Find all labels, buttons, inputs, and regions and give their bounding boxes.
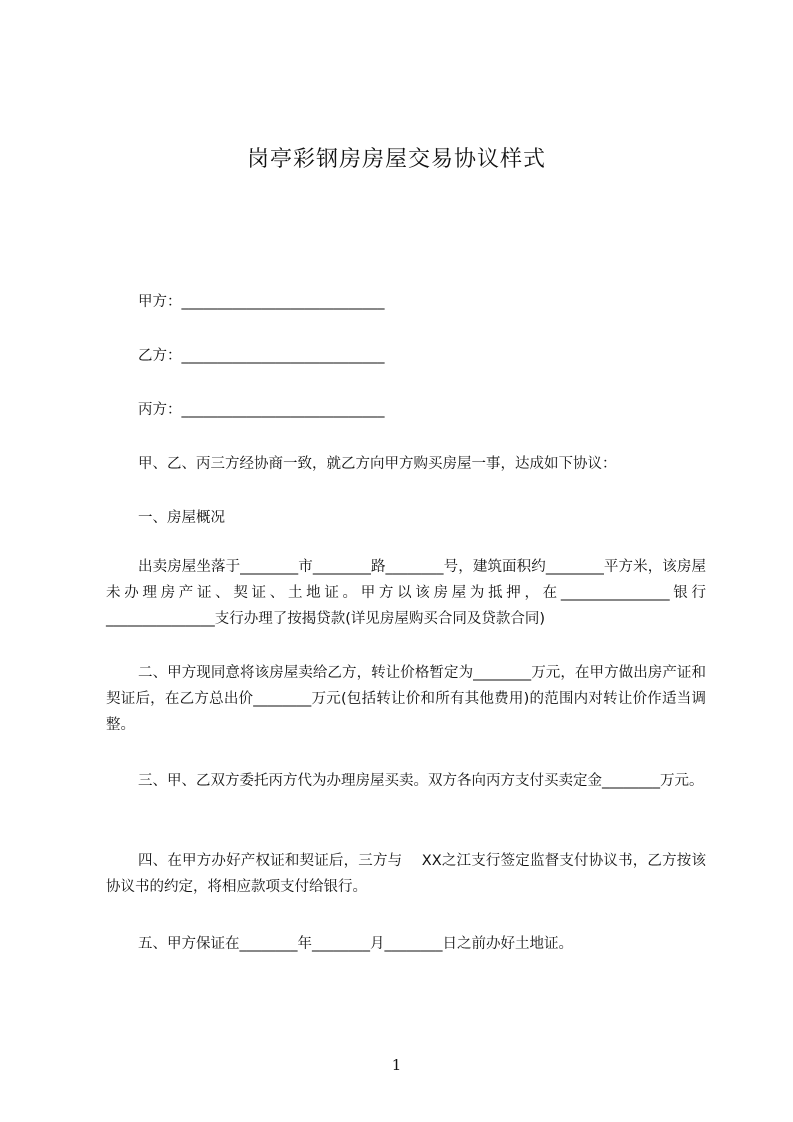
party-c-line: 丙方：____________________________	[138, 402, 385, 418]
section1-body: 出卖房屋坐落于________市________路________号，建筑面积约________平方米，该房屋未办理房产证、契证、土地证。甲方以该房屋为抵押，在_______________银行_______________支行办理了按揭贷款(详见房屋购买合同及贷款合同)	[106, 559, 706, 627]
party-b-line: 乙方：____________________________	[138, 348, 385, 364]
intro-paragraph: 甲、乙、丙三方经协商一致，就乙方向甲方购买房屋一事，达成如下协议：	[138, 456, 617, 472]
page-number: 1	[391, 1056, 402, 1074]
party-a-line: 甲方：____________________________	[138, 294, 385, 310]
section1-heading: 一、房屋概况	[138, 510, 225, 526]
section3-paragraph: 三、甲、乙双方委托丙方代为办理房屋买卖。双方各向丙方支付买卖定金________万元。	[138, 773, 704, 789]
section5-paragraph: 五、甲方保证在________年________月________日之前办好土地证。	[138, 936, 573, 952]
document-title: 岗亭彩钢房房屋交易协议样式	[246, 147, 546, 172]
section2-paragraph: 二、甲方现同意将该房屋卖给乙方，转让价格暂定为________万元，在甲方做出房产证和契证后，在乙方总出价________万元(包括转让价和所有其他费用)的范围内对转让价作适当调整。	[106, 665, 706, 733]
section4-paragraph: 四、在甲方办好产权证和契证后，三方与 XX之江支行签定监督支付协议书，乙方按该协议书的约定，将相应款项支付给银行。	[106, 853, 706, 895]
